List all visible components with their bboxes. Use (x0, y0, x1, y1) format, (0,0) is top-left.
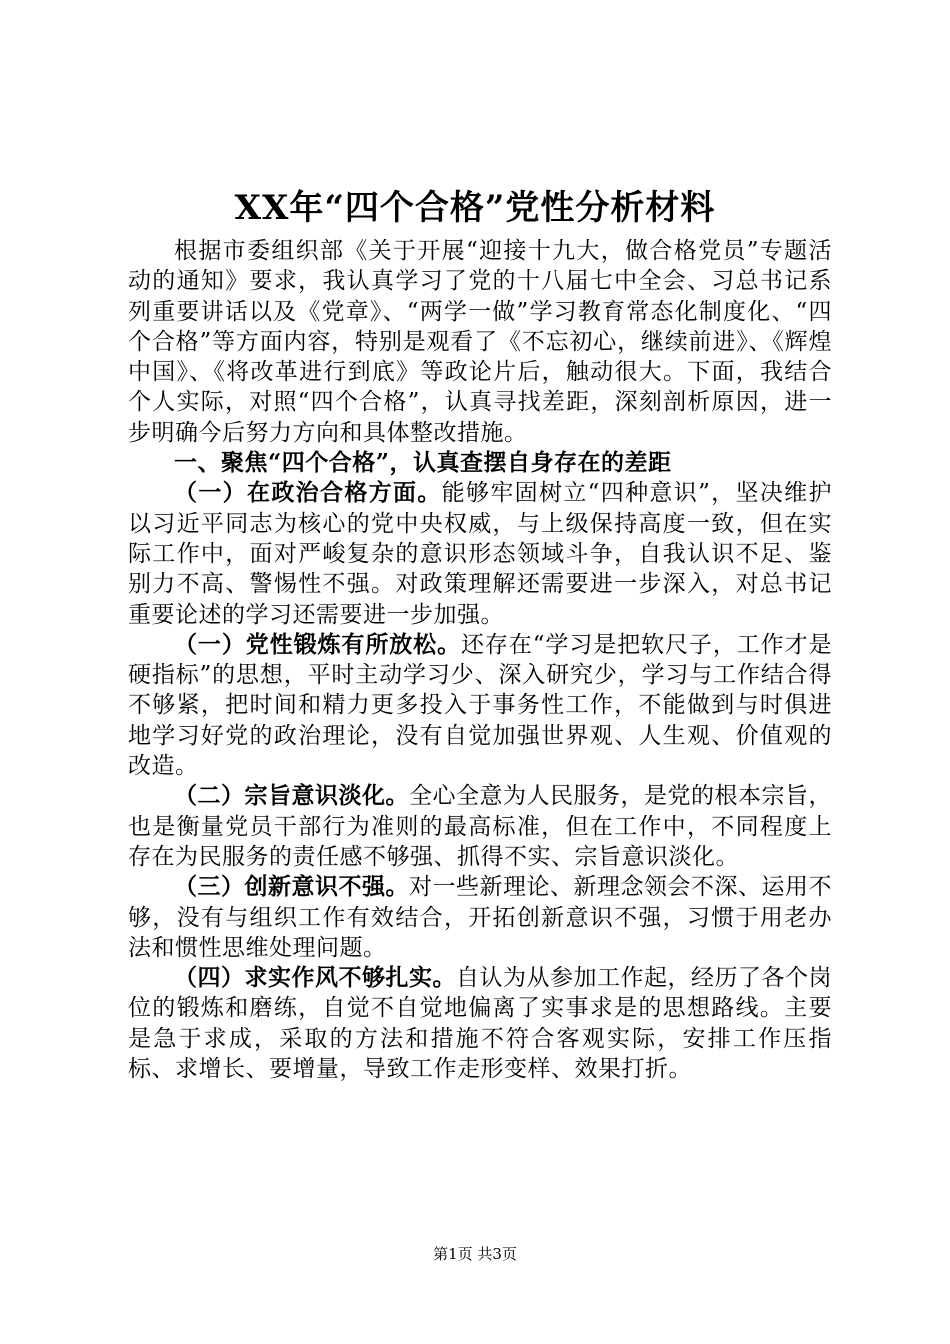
item-paragraph-political (128, 478, 832, 629)
item-text: 全心全意为人民服务，是党的根本宗旨，也是衡量党员干部行为准则的最高标准，但在工作中，不同程度上存在为民服务的责任感不够强、抓得不实、宗旨意识淡化。 (128, 783, 832, 870)
intro-paragraph: 根据市委组织部《关于开展“迎接十九大，做合格党员”专题活动的通知》要求，我认真学习了党的十八届七中全会、习总书记系列重要讲话以及《党章》、“两学一做”学习教育常态化制度化、“四个合格”等方面内容，特别是观看了《不忘初心，继续前进》、《辉煌中国》、《将改革进行到底》等政论片后，触动很大。下面，我结合个人实际，对照“四个合格”，认真寻找差距，深刻剖析原因，进一步明确今后努力方向和具体整改措施。 (128, 238, 832, 446)
item-lead: （一）在政治合格方面。 (174, 479, 442, 507)
document-body (128, 236, 832, 1084)
item-paragraph-purpose (128, 781, 832, 872)
item-text: 还存在“学习是把软尺子，工作才是硬指标”的思想，平时主动学习少、深入研究少，学习与工作结合得不够紧，把时间和精力更多投入于事务性工作，不能做到与时俱进地学习好党的政治理论，没有自觉加强世界观、人生观、价值观的改造。 (128, 631, 832, 780)
item-text: 对一些新理论、新理念领会不深、运用不够，没有与组织工作有效结合，开拓创新意识不强，习惯于用老办法和惯性思维处理问题。 (128, 874, 832, 961)
item-paragraph-work-style (128, 963, 832, 1084)
document-title: XX年“四个合格”党性分析材料 (234, 188, 716, 228)
page-footer: 第1页 共3页 (433, 1245, 517, 1263)
section-heading: 一、聚焦“四个合格”，认真查摆自身存在的差距 (174, 449, 672, 477)
item-paragraph-party-training (128, 630, 832, 781)
item-lead: （二）宗旨意识淡化。 (174, 782, 409, 810)
item-lead: （四）求实作风不够扎实。 (174, 964, 456, 992)
item-lead: （三）创新意识不强。 (174, 873, 409, 901)
item-lead: （一）党性锻炼有所放松。 (174, 630, 461, 658)
item-paragraph-innovation (128, 872, 832, 963)
item-text: 能够牢固树立“四种意识”，坚决维护以习近平同志为核心的党中央权威，与上级保持高度一致，但在实际工作中，面对严峻复杂的意识形态领域斗争，自我认识不足、鉴别力不高、警惕性不强。对政策理解还需要进一步深入，对总书记重要论述的学习还需要进一步加强。 (128, 480, 832, 628)
item-text: 自认为从参加工作起，经历了各个岗位的锻炼和磨练，自觉不自觉地偏离了实事求是的思想路线。主要是急于求成，采取的方法和措施不符合客观实际，安排工作压指标、求增长、要增量，导致工作走形变样、效果打折。 (128, 965, 832, 1083)
